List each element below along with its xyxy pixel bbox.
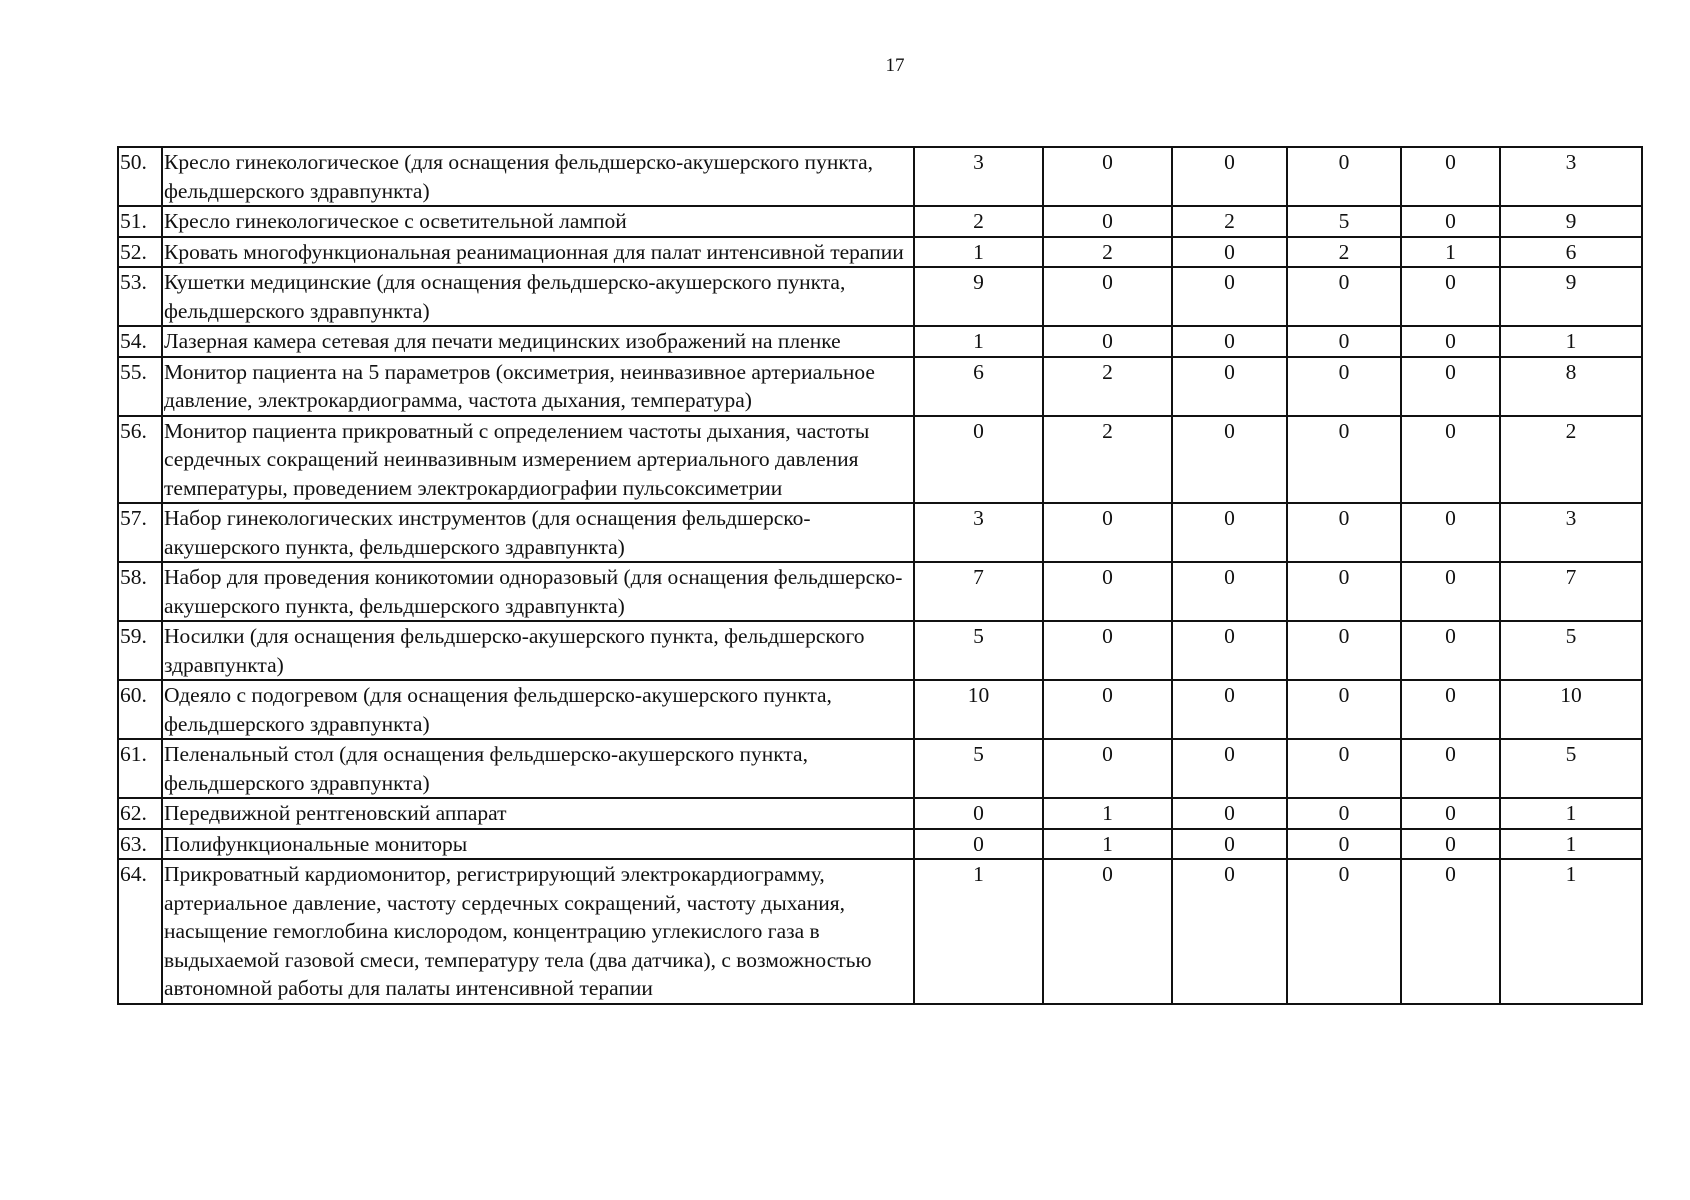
quantity-cell: 0: [1172, 562, 1287, 621]
quantity-cell: 2: [1172, 206, 1287, 237]
item-name: Кушетки медицинские (для оснащения фельдшерско-акушерского пункта, фельдшерского здравпункта): [162, 267, 914, 326]
quantity-cell: 2: [914, 206, 1043, 237]
quantity-cell: 2: [1043, 237, 1172, 268]
table-row: [118, 206, 1642, 237]
item-name: Кресло гинекологическое (для оснащения фельдшерско-акушерского пункта, фельдшерского здравпункта): [162, 147, 914, 206]
quantity-cell: 0: [1287, 562, 1401, 621]
total-cell: 1: [1500, 326, 1642, 357]
quantity-cell: 0: [1401, 416, 1500, 504]
quantity-cell: 0: [1043, 503, 1172, 562]
item-name: Передвижной рентгеновский аппарат: [162, 798, 914, 829]
quantity-cell: 0: [914, 416, 1043, 504]
quantity-cell: 0: [1401, 147, 1500, 206]
quantity-cell: 0: [1287, 798, 1401, 829]
quantity-cell: 0: [1401, 621, 1500, 680]
quantity-cell: 0: [1287, 680, 1401, 739]
quantity-cell: 0: [1401, 206, 1500, 237]
quantity-cell: 10: [914, 680, 1043, 739]
quantity-cell: 1: [914, 237, 1043, 268]
quantity-cell: 0: [1172, 621, 1287, 680]
quantity-cell: 2: [1043, 357, 1172, 416]
quantity-cell: 0: [1287, 267, 1401, 326]
quantity-cell: 0: [1043, 859, 1172, 1004]
table-row: [118, 147, 1642, 206]
quantity-cell: 5: [914, 621, 1043, 680]
table-row: [118, 621, 1642, 680]
quantity-cell: 0: [1401, 680, 1500, 739]
row-number: 62.: [118, 798, 162, 829]
quantity-cell: 0: [1043, 739, 1172, 798]
total-cell: 5: [1500, 739, 1642, 798]
quantity-cell: 3: [914, 503, 1043, 562]
quantity-cell: 0: [1172, 798, 1287, 829]
quantity-cell: 0: [1043, 621, 1172, 680]
quantity-cell: 0: [1287, 859, 1401, 1004]
total-cell: 3: [1500, 147, 1642, 206]
quantity-cell: 0: [1172, 739, 1287, 798]
table-row: [118, 237, 1642, 268]
quantity-cell: 1: [1043, 829, 1172, 860]
table-row: [118, 829, 1642, 860]
total-cell: 8: [1500, 357, 1642, 416]
row-number: 53.: [118, 267, 162, 326]
quantity-cell: 0: [1172, 237, 1287, 268]
item-name: Набор гинекологических инструментов (для оснащения фельдшерско-акушерского пункта, фельдшерского здравпункта): [162, 503, 914, 562]
item-name: Пеленальный стол (для оснащения фельдшерско-акушерского пункта, фельдшерского здравпункта): [162, 739, 914, 798]
quantity-cell: 0: [1287, 416, 1401, 504]
item-name: Носилки (для оснащения фельдшерско-акушерского пункта, фельдшерского здравпункта): [162, 621, 914, 680]
quantity-cell: 3: [914, 147, 1043, 206]
table-row: [118, 562, 1642, 621]
table-row: [118, 859, 1642, 1004]
table-body: [118, 147, 1642, 1004]
quantity-cell: 0: [1172, 147, 1287, 206]
row-number: 50.: [118, 147, 162, 206]
quantity-cell: 6: [914, 357, 1043, 416]
total-cell: 2: [1500, 416, 1642, 504]
quantity-cell: 0: [1401, 829, 1500, 860]
quantity-cell: 0: [1043, 680, 1172, 739]
table-row: [118, 680, 1642, 739]
row-number: 63.: [118, 829, 162, 860]
total-cell: 5: [1500, 621, 1642, 680]
table-row: [118, 416, 1642, 504]
row-number: 64.: [118, 859, 162, 1004]
quantity-cell: 5: [1287, 206, 1401, 237]
item-name: Прикроватный кардиомонитор, регистрирующий электрокардиограмму, артериальное давление, частоту сердечных сокращений, частоту дыхания, насыщение гемоглобина кислородом, концентрацию углекислого газа в выдыхаемой газовой смеси, температуру тела (два датчика), с возможностью автономной работы для палаты интенсивной терапии: [162, 859, 914, 1004]
row-number: 52.: [118, 237, 162, 268]
quantity-cell: 0: [1172, 357, 1287, 416]
quantity-cell: 0: [1401, 357, 1500, 416]
quantity-cell: 9: [914, 267, 1043, 326]
quantity-cell: 0: [1287, 503, 1401, 562]
row-number: 54.: [118, 326, 162, 357]
row-number: 57.: [118, 503, 162, 562]
item-name: Кресло гинекологическое с осветительной лампой: [162, 206, 914, 237]
row-number: 51.: [118, 206, 162, 237]
row-number: 56.: [118, 416, 162, 504]
quantity-cell: 0: [1401, 798, 1500, 829]
quantity-cell: 0: [1401, 503, 1500, 562]
quantity-cell: 1: [1401, 237, 1500, 268]
quantity-cell: 0: [1172, 859, 1287, 1004]
total-cell: 1: [1500, 798, 1642, 829]
table-row: [118, 267, 1642, 326]
quantity-cell: 5: [914, 739, 1043, 798]
table-row: [118, 798, 1642, 829]
item-name: Набор для проведения коникотомии одноразовый (для оснащения фельдшерско-акушерского пункта, фельдшерского здравпункта): [162, 562, 914, 621]
quantity-cell: 0: [1287, 739, 1401, 798]
table-row: [118, 326, 1642, 357]
quantity-cell: 7: [914, 562, 1043, 621]
table-row: [118, 739, 1642, 798]
quantity-cell: 0: [914, 829, 1043, 860]
quantity-cell: 0: [1401, 562, 1500, 621]
row-number: 59.: [118, 621, 162, 680]
quantity-cell: 0: [1172, 829, 1287, 860]
quantity-cell: 0: [1172, 503, 1287, 562]
quantity-cell: 0: [1287, 147, 1401, 206]
total-cell: 9: [1500, 267, 1642, 326]
row-number: 58.: [118, 562, 162, 621]
item-name: Лазерная камера сетевая для печати медицинских изображений на пленке: [162, 326, 914, 357]
item-name: Одеяло с подогревом (для оснащения фельдшерско-акушерского пункта, фельдшерского здравпункта): [162, 680, 914, 739]
item-name: Кровать многофункциональная реанимационная для палат интенсивной терапии: [162, 237, 914, 268]
total-cell: 3: [1500, 503, 1642, 562]
row-number: 61.: [118, 739, 162, 798]
quantity-cell: 0: [914, 798, 1043, 829]
quantity-cell: 0: [1043, 206, 1172, 237]
quantity-cell: 2: [1287, 237, 1401, 268]
quantity-cell: 2: [1043, 416, 1172, 504]
total-cell: 7: [1500, 562, 1642, 621]
quantity-cell: 0: [1043, 326, 1172, 357]
quantity-cell: 0: [1172, 326, 1287, 357]
quantity-cell: 0: [1172, 267, 1287, 326]
table-row: [118, 357, 1642, 416]
total-cell: 1: [1500, 859, 1642, 1004]
total-cell: 9: [1500, 206, 1642, 237]
total-cell: 1: [1500, 829, 1642, 860]
quantity-cell: 0: [1287, 326, 1401, 357]
quantity-cell: 0: [1043, 562, 1172, 621]
quantity-cell: 0: [1401, 859, 1500, 1004]
quantity-cell: 0: [1287, 621, 1401, 680]
quantity-cell: 0: [1172, 680, 1287, 739]
row-number: 60.: [118, 680, 162, 739]
item-name: Монитор пациента на 5 параметров (оксиметрия, неинвазивное артериальное давление, электрокардиограмма, частота дыхания, температура): [162, 357, 914, 416]
quantity-cell: 0: [1401, 326, 1500, 357]
quantity-cell: 0: [1287, 829, 1401, 860]
equipment-table: [117, 146, 1643, 1005]
page-number: 17: [885, 55, 905, 76]
quantity-cell: 0: [1172, 416, 1287, 504]
quantity-cell: 0: [1401, 267, 1500, 326]
quantity-cell: 1: [1043, 798, 1172, 829]
item-name: Полифункциональные мониторы: [162, 829, 914, 860]
total-cell: 10: [1500, 680, 1642, 739]
quantity-cell: 0: [1401, 739, 1500, 798]
quantity-cell: 0: [1287, 357, 1401, 416]
table-row: [118, 503, 1642, 562]
total-cell: 6: [1500, 237, 1642, 268]
quantity-cell: 0: [1043, 147, 1172, 206]
row-number: 55.: [118, 357, 162, 416]
quantity-cell: 1: [914, 859, 1043, 1004]
quantity-cell: 1: [914, 326, 1043, 357]
item-name: Монитор пациента прикроватный с определением частоты дыхания, частоты сердечных сокращений неинвазивным измерением артериального давления температуры, проведением электрокардиографии пульсоксиметрии: [162, 416, 914, 504]
quantity-cell: 0: [1043, 267, 1172, 326]
